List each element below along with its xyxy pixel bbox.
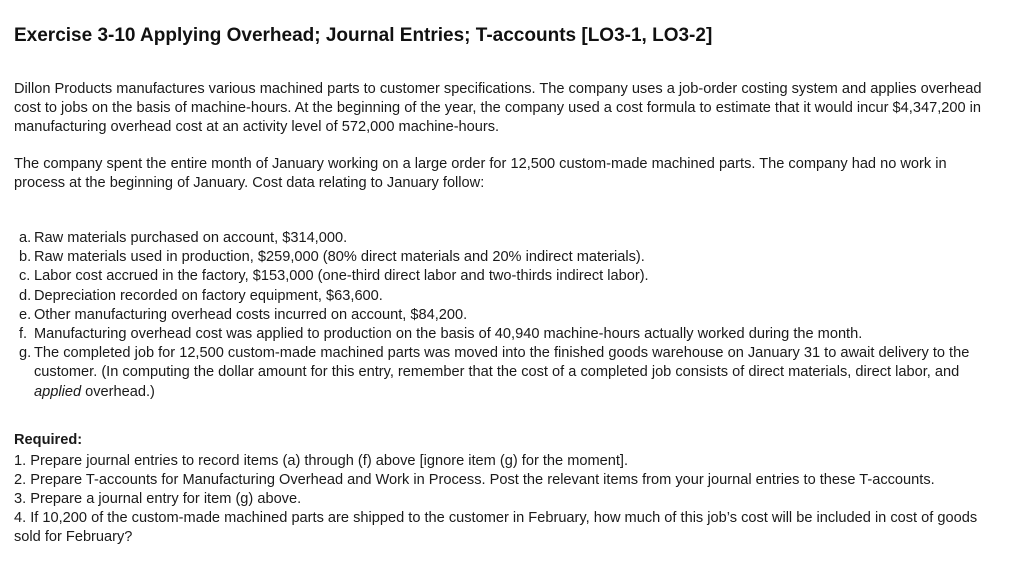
item-text: Depreciation recorded on factory equipment, $63,600. xyxy=(34,287,383,304)
list-item xyxy=(19,306,1004,325)
required-item: 2. Prepare T-accounts for Manufacturing Overhead and Work in Process. Post the relevant items from your journal entries to these T-accounts. xyxy=(14,472,935,488)
required-list xyxy=(14,452,999,547)
item-letter: b. xyxy=(19,249,32,266)
exercise-title: Exercise 3-10 Applying Overhead; Journal Entries; T-accounts [LO3-1, LO3-2] xyxy=(14,25,713,46)
list-item xyxy=(19,325,1004,344)
required-heading: Required: xyxy=(14,432,83,448)
item-text: Labor cost accrued in the factory, $153,000 (one-third direct labor and two-thirds indirect labor). xyxy=(34,268,649,285)
item-g-text: The completed job for 12,500 custom-made machined parts was moved into the finished goods warehouse on January 31 to await delivery to the customer. (In computing the dollar amount for this entry, remember that the cost of a completed job consists of direct materials, direct labor, and xyxy=(34,345,970,381)
list-item-g xyxy=(19,344,1004,402)
item-text: Other manufacturing overhead costs incurred on account, $84,200. xyxy=(34,306,468,323)
item-letter: g. xyxy=(19,345,32,362)
list-item xyxy=(19,229,1004,248)
item-text xyxy=(34,344,1004,402)
list-item xyxy=(19,248,1004,267)
required-item: 3. Prepare a journal entry for item (g) above. xyxy=(14,491,302,507)
required-item: 4. If 10,200 of the custom-made machined parts are shipped to the customer in February, how much of this job’s cost will be included in cost of goods sold for February? xyxy=(14,510,978,545)
january-paragraph: The company spent the entire month of January working on a large order for 12,500 custom-made machined parts. The company had no work in process at the beginning of January. Cost data relating to January follow: xyxy=(14,156,947,191)
cost-data-list xyxy=(19,229,1004,402)
intro-paragraph: Dillon Products manufactures various machined parts to customer specifications. The company uses a job-order costing system and applies overhead cost to jobs on the basis of machine-hours. At the beginning of the year, the company used a cost formula to estimate that it would incur $4,347,200 in manufacturing overhead cost at an activity level of 572,000 machine-hours. xyxy=(14,81,982,135)
item-text: Raw materials purchased on account, $314,000. xyxy=(34,230,348,246)
item-text: Manufacturing overhead cost was applied to production on the basis of 40,940 machine-hours actually worked during the month. xyxy=(34,326,863,343)
item-letter: a. xyxy=(19,230,32,246)
required-item: 1. Prepare journal entries to record items (a) through (f) above [ignore item (g) for the moment]. xyxy=(14,453,629,469)
item-letter: c. xyxy=(19,268,31,285)
item-text: Raw materials used in production, $259,000 (80% direct materials and 20% indirect materials). xyxy=(34,249,645,266)
item-g-text-end: overhead.) xyxy=(81,383,155,400)
item-letter: d. xyxy=(19,287,32,304)
item-letter: f. xyxy=(19,326,28,343)
item-g-emphasis: applied xyxy=(34,383,82,400)
list-item xyxy=(19,267,1004,286)
item-letter: e. xyxy=(19,306,32,323)
list-item xyxy=(19,287,1004,306)
